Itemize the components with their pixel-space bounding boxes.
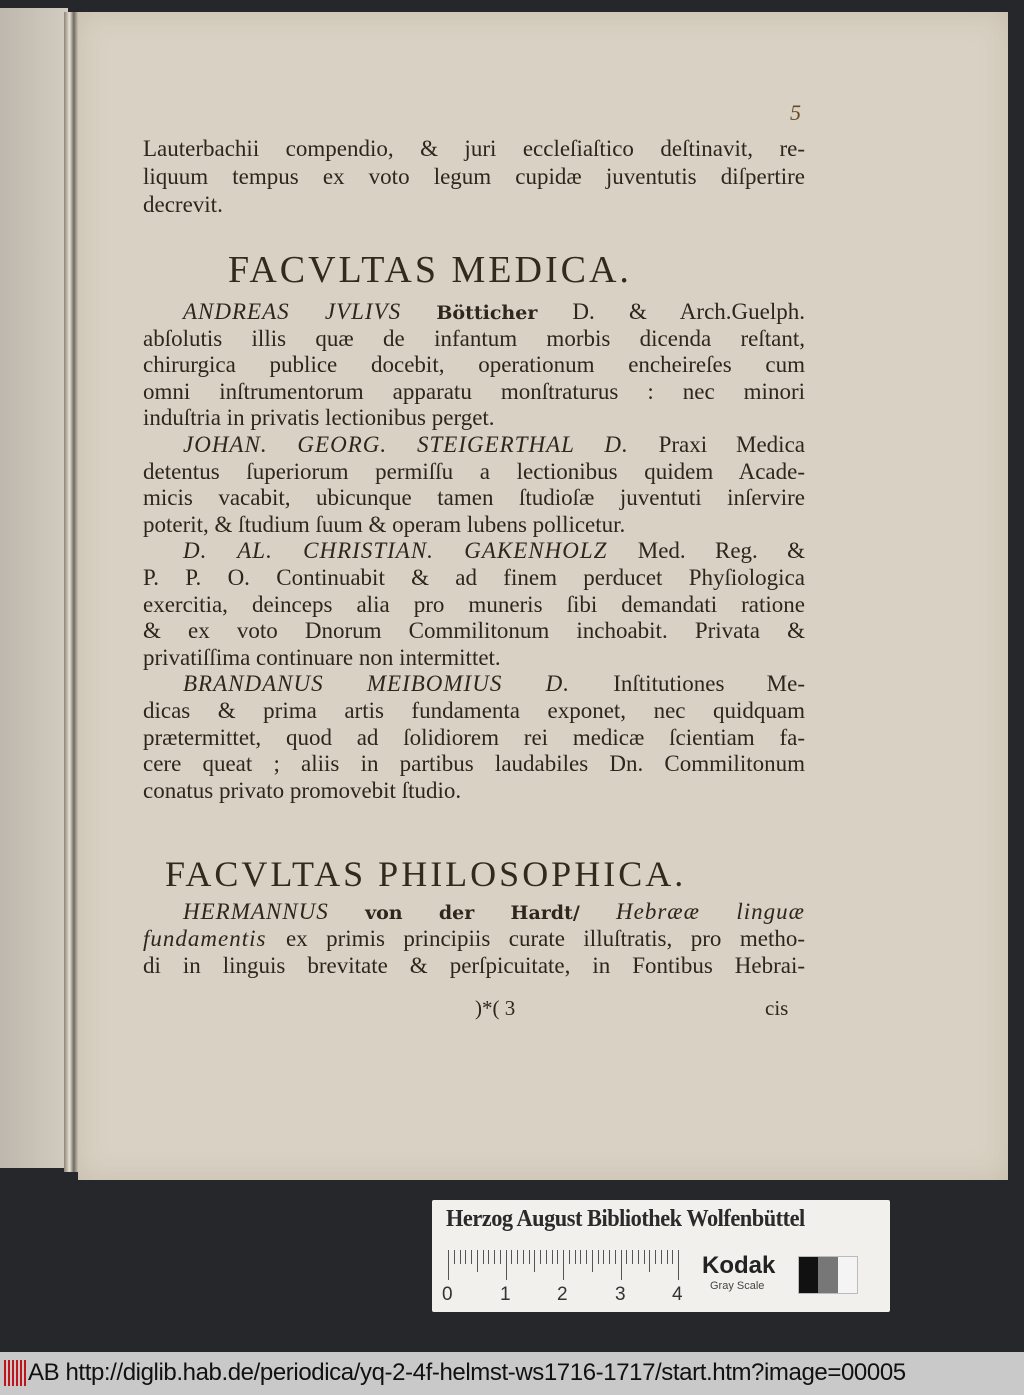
ruler-tick — [667, 1250, 668, 1264]
ruler-label: 1 — [500, 1284, 511, 1305]
heading-facultas-philosophica: FACVLTAS PHILOSOPHICA. — [165, 854, 687, 894]
ruler-tick — [460, 1250, 461, 1264]
text-line — [143, 952, 805, 980]
ruler-tick — [615, 1250, 616, 1264]
color-target-card — [432, 1200, 890, 1312]
text-line — [143, 404, 805, 432]
text-line — [143, 431, 805, 459]
ruler-tick — [552, 1250, 553, 1264]
ruler-tick — [563, 1250, 564, 1280]
text-run: exercitia, deinceps alia pro muneris ſibi demandati ratione — [143, 591, 805, 617]
ruler-tick — [494, 1250, 495, 1264]
ruler-tick — [471, 1250, 472, 1264]
text-line — [143, 925, 805, 953]
text-line — [143, 898, 805, 927]
text-run: Inſtitutiones Me- — [613, 671, 805, 697]
text-run: cere queat ; aliis in partibus laudabiles Dn. Commilitonum — [143, 751, 805, 777]
ruler-tick — [500, 1250, 501, 1264]
text-run: Med. Reg. & — [637, 538, 805, 564]
text-line — [143, 777, 805, 805]
italic-name: JOHAN. GEORG. STEIGERTHAL D. — [183, 432, 659, 457]
library-name: Herzog August Bibliothek Wolfenbüttel — [446, 1206, 805, 1232]
text-run: liquum tempus ex voto legum cupidæ juventutis diſpertire — [143, 164, 805, 189]
gray-swatch — [798, 1256, 858, 1294]
folio-mark: 5 — [790, 100, 801, 125]
text-run: & ex voto Dnorum Commilitonum inchoabit. Privata & — [143, 618, 805, 644]
text-line — [143, 298, 805, 327]
ruler-tick — [609, 1250, 610, 1264]
text-run: abſolutis illis quæ de infantum morbis dicenda reſtant, — [143, 325, 805, 351]
text-line — [143, 537, 805, 565]
ruler-tick — [649, 1250, 650, 1272]
text-run: chirurgica publice docebit, operationum encheireſes cum — [143, 352, 805, 378]
italic-name: Hebrææ linguæ — [616, 899, 805, 924]
text-line — [143, 724, 805, 752]
text-run: privatiſſima continuare non intermittet. — [143, 644, 501, 670]
text-run: ex primis principiis curate illuſtratis, pro metho- — [285, 926, 805, 951]
text-line — [143, 378, 805, 406]
ruler-tick — [511, 1250, 512, 1264]
ruler-tick — [546, 1250, 547, 1264]
ruler-tick — [569, 1250, 570, 1264]
ruler-tick — [644, 1250, 645, 1264]
blackletter-text: Bötticher — [436, 302, 573, 324]
text-line — [143, 191, 805, 219]
hab-logo-icon — [4, 1360, 26, 1386]
ruler-tick — [672, 1250, 673, 1264]
ruler-tick — [638, 1250, 639, 1264]
text-line — [143, 697, 805, 725]
text-run: P. P. O. Continuabit & ad finem perducet Phyſiologica — [143, 565, 805, 590]
ruler-tick — [661, 1250, 662, 1264]
text-run: omni inſtrumentorum apparatu monſtraturus : nec minori — [143, 378, 805, 404]
ruler-tick — [632, 1250, 633, 1264]
text-line — [143, 458, 805, 486]
text-run: dicas & prima artis fundamenta exponet, nec quidquam — [143, 698, 805, 723]
ruler-tick — [506, 1250, 507, 1280]
italic-name: fundamentis — [143, 926, 286, 951]
ruler-tick — [517, 1250, 518, 1264]
blackletter-text: von der Hardt/ — [365, 902, 617, 924]
ruler-tick — [603, 1250, 604, 1264]
ruler-tick — [488, 1250, 489, 1264]
ruler-tick — [678, 1250, 679, 1280]
catchword: cis — [765, 996, 789, 1020]
ruler-tick — [626, 1250, 627, 1264]
ruler-tick — [580, 1250, 581, 1264]
text-line — [143, 644, 805, 672]
text-run: di in linguis brevitate & perſpicuitate, in Fontibus Hebrai- — [143, 953, 805, 978]
ruler-label: 4 — [672, 1284, 683, 1305]
text-run: decrevit. — [143, 192, 223, 217]
text-run: D. & Arch.Guelph. — [572, 299, 805, 324]
text-run: Lauterbachii compendio, & juri eccleſiaſtico deſtinavit, re- — [143, 136, 805, 161]
text-line — [143, 670, 805, 698]
text-run: induſtria in privatis lectionibus perget. — [143, 405, 495, 431]
scale-ruler — [448, 1250, 678, 1280]
ruler-tick — [534, 1250, 535, 1272]
ruler-label: 3 — [615, 1284, 626, 1305]
ruler-label: 2 — [557, 1284, 568, 1305]
ruler-tick — [586, 1250, 587, 1264]
text-run: micis vacabit, ubicunque tamen ſtudioſæ juventuti inſervire — [143, 485, 805, 511]
facing-page-edge — [0, 8, 68, 1168]
text-line — [143, 564, 805, 592]
ruler-tick — [454, 1250, 455, 1264]
ruler-tick — [529, 1250, 530, 1264]
italic-name: ANDREAS JVLIVS — [183, 299, 437, 324]
text-line — [143, 617, 805, 645]
text-line — [143, 351, 805, 379]
ruler-label: 0 — [442, 1284, 453, 1305]
ruler-tick — [483, 1250, 484, 1264]
text-run: conatus privato promovebit ſtudio. — [143, 777, 462, 803]
book-gutter — [64, 12, 78, 1172]
text-run: poterit, & ſtudium ſuum & operam lubens pollicetur. — [143, 511, 626, 537]
ruler-tick — [523, 1250, 524, 1264]
ruler-tick — [592, 1250, 593, 1272]
kodak-logo: Kodak — [702, 1252, 776, 1279]
text-line — [143, 484, 805, 512]
ruler-tick — [477, 1250, 478, 1272]
ruler-tick — [448, 1250, 449, 1280]
text-line — [143, 325, 805, 353]
text-line — [143, 511, 805, 539]
italic-name: HERMANNUS — [183, 899, 366, 924]
text-line — [143, 135, 805, 163]
ruler-tick — [621, 1250, 622, 1280]
ruler-tick — [465, 1250, 466, 1264]
text-line — [143, 591, 805, 619]
ruler-tick — [575, 1250, 576, 1264]
text-run: Praxi Medica — [658, 432, 805, 457]
text-line — [143, 163, 805, 191]
footer-bar — [0, 1352, 1024, 1395]
text-line — [143, 750, 805, 778]
italic-name: D. AL. CHRISTIAN. GAKENHOLZ — [183, 538, 638, 564]
ruler-tick — [598, 1250, 599, 1264]
footer-url[interactable]: AB http://diglib.hab.de/periodica/yq-2-4f-helmst-ws1716-1717/start.htm?image=00005 — [28, 1359, 906, 1386]
text-run: detentus ſuperiorum permiſſu a lectionibus quidem Acade- — [143, 458, 805, 484]
signature-mark: )*( 3 — [475, 996, 516, 1020]
text-run: prætermittet, quod ad ſolidiorem rei medicæ ſcientiam fa- — [143, 724, 805, 750]
gray-scale-label: Gray Scale — [710, 1280, 765, 1292]
ruler-tick — [655, 1250, 656, 1264]
italic-name: BRANDANUS MEIBOMIUS D. — [183, 671, 614, 697]
heading-facultas-medica: FACVLTAS MEDICA. — [228, 249, 632, 291]
ruler-tick — [557, 1250, 558, 1264]
ruler-tick — [540, 1250, 541, 1264]
